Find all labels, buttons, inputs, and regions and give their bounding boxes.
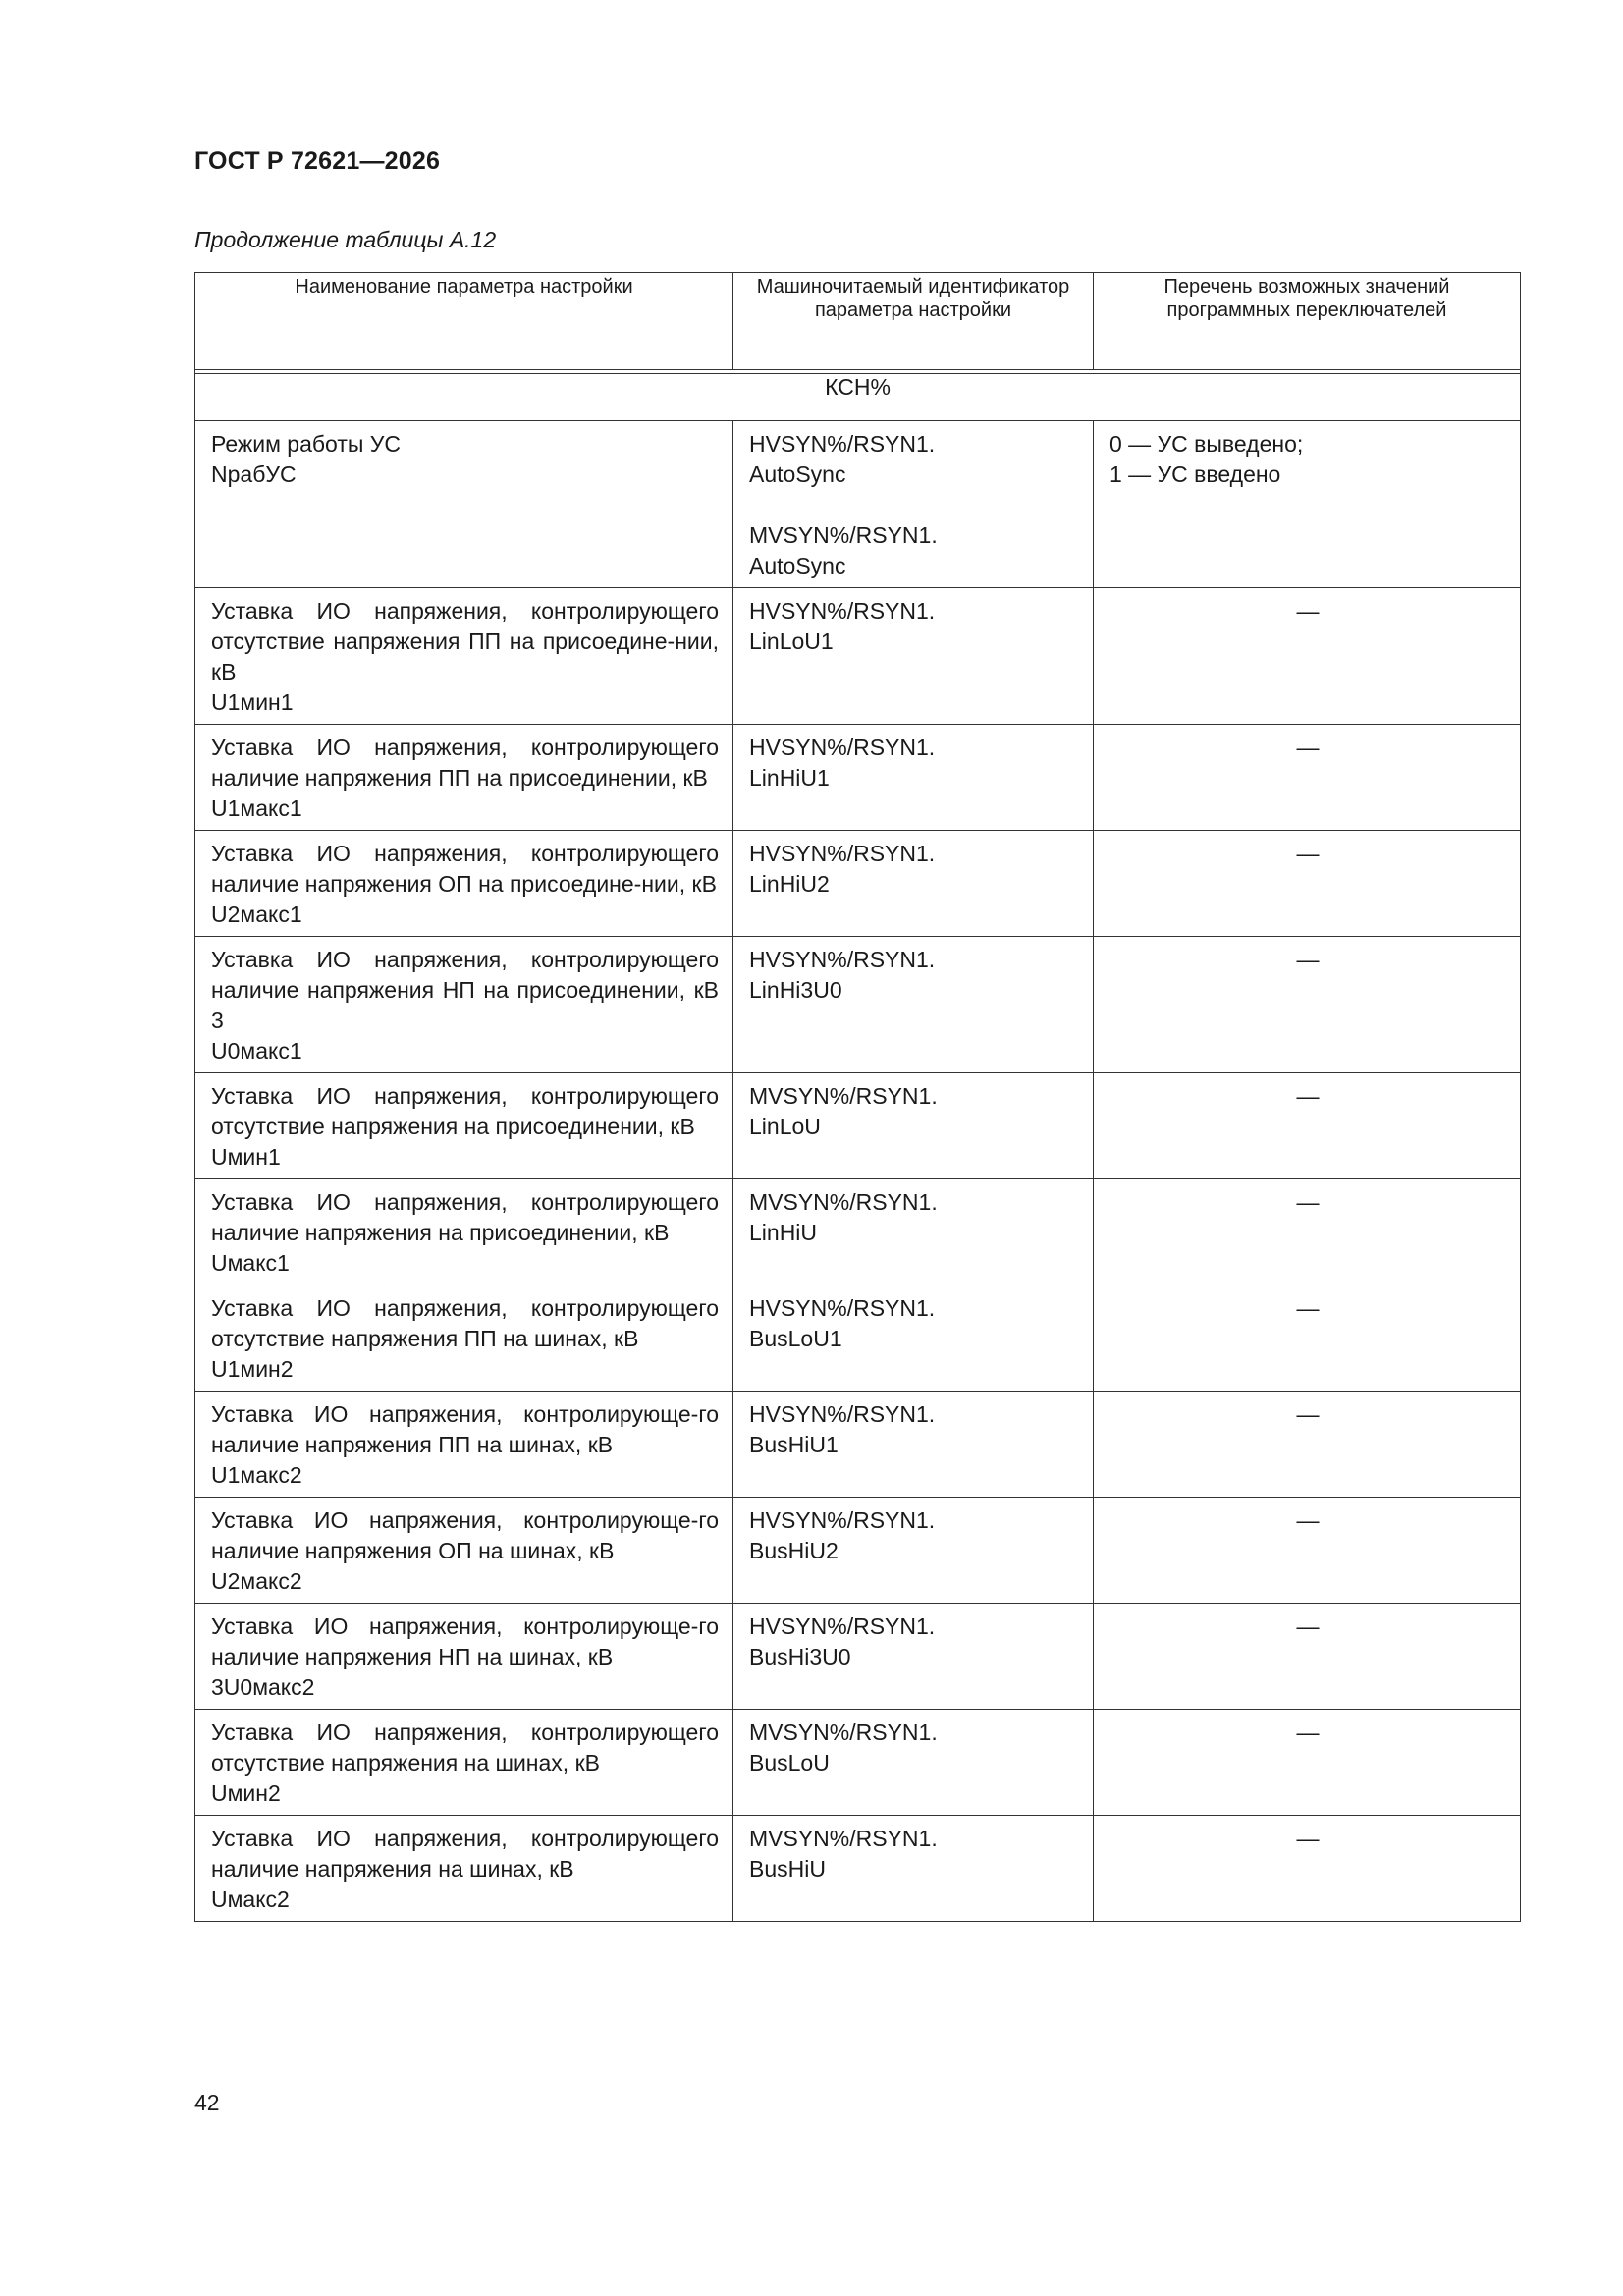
identifier-line: HVSYN%/RSYN1. bbox=[749, 1401, 936, 1427]
identifier-cell bbox=[733, 1392, 1094, 1498]
parameter-symbol: Uмакс1 bbox=[211, 1250, 290, 1276]
parameter-description: Режим работы УС bbox=[211, 431, 402, 457]
table-row bbox=[195, 1498, 1521, 1604]
parameter-symbol: 3U0макс2 bbox=[211, 1674, 315, 1700]
parameter-description: Уставка ИО напряжения, контролирующего отсутствие напряжения на шинах, кВ bbox=[211, 1720, 719, 1776]
parameter-symbol: U0макс1 bbox=[211, 1038, 302, 1064]
parameter-name-cell bbox=[195, 831, 733, 937]
identifier-line: AutoSync bbox=[749, 553, 846, 578]
table-row bbox=[195, 1710, 1521, 1816]
identifier-line: HVSYN%/RSYN1. bbox=[749, 1507, 936, 1533]
values-cell bbox=[1094, 421, 1521, 588]
identifier-cell bbox=[733, 1604, 1094, 1710]
identifier-line: LinHiU2 bbox=[749, 871, 830, 897]
value-line: — bbox=[1296, 1507, 1320, 1533]
parameter-name-cell bbox=[195, 1285, 733, 1392]
identifier-line: LinHiU1 bbox=[749, 765, 830, 791]
parameter-description: Уставка ИО напряжения, контролирующего наличие напряжения ПП на присоединении, кВ bbox=[211, 735, 719, 791]
value-line: — bbox=[1296, 1189, 1320, 1215]
identifier-line: MVSYN%/RSYN1. bbox=[749, 1720, 938, 1745]
identifier-line: HVSYN%/RSYN1. bbox=[749, 841, 936, 866]
table-row bbox=[195, 588, 1521, 725]
identifier-line: MVSYN%/RSYN1. bbox=[749, 1189, 938, 1215]
identifier-line: MVSYN%/RSYN1. bbox=[749, 522, 938, 548]
value-line: — bbox=[1296, 841, 1320, 866]
identifier-line: HVSYN%/RSYN1. bbox=[749, 735, 936, 760]
identifier-cell bbox=[733, 1285, 1094, 1392]
parameter-symbol: U2макс1 bbox=[211, 902, 302, 927]
parameter-symbol: U2макс2 bbox=[211, 1568, 302, 1594]
identifier-cell bbox=[733, 1710, 1094, 1816]
value-line: — bbox=[1296, 598, 1320, 624]
parameter-description: Уставка ИО напряжения, контролирующе-го наличие напряжения ПП на шинах, кВ bbox=[211, 1401, 719, 1457]
identifier-line: BusHiU bbox=[749, 1856, 826, 1882]
identifier-cell bbox=[733, 1073, 1094, 1179]
identifier-line: BusHiU2 bbox=[749, 1538, 839, 1563]
parameter-description: Уставка ИО напряжения, контролирующе-го наличие напряжения НП на шинах, кВ bbox=[211, 1613, 719, 1669]
values-cell bbox=[1094, 1604, 1521, 1710]
parameters-table bbox=[194, 272, 1521, 1922]
parameter-name-cell bbox=[195, 725, 733, 831]
value-line: — bbox=[1296, 1613, 1320, 1639]
parameter-name-cell bbox=[195, 1604, 733, 1710]
identifier-line: HVSYN%/RSYN1. bbox=[749, 431, 936, 457]
parameter-symbol: Uмин1 bbox=[211, 1144, 281, 1170]
parameter-description: Уставка ИО напряжения, контролирующего отсутствие напряжения ПП на шинах, кВ bbox=[211, 1295, 719, 1351]
parameter-name-cell bbox=[195, 1392, 733, 1498]
identifier-line: LinHiU bbox=[749, 1220, 818, 1245]
value-line: — bbox=[1296, 1295, 1320, 1321]
identifier-line: HVSYN%/RSYN1. bbox=[749, 1295, 936, 1321]
parameter-symbol: Uмин2 bbox=[211, 1780, 281, 1806]
value-line: — bbox=[1296, 1826, 1320, 1851]
values-cell bbox=[1094, 1285, 1521, 1392]
identifier-cell bbox=[733, 725, 1094, 831]
parameter-name-cell bbox=[195, 1179, 733, 1285]
identifier-spacer bbox=[749, 490, 1079, 520]
identifier-cell bbox=[733, 588, 1094, 725]
table-row bbox=[195, 937, 1521, 1073]
values-cell bbox=[1094, 1392, 1521, 1498]
identifier-line: BusHi3U0 bbox=[749, 1644, 851, 1669]
section-title: КСН% bbox=[195, 374, 1521, 421]
parameter-description: Уставка ИО напряжения, контролирующего отсутствие напряжения ПП на присоедине-нии, кВ bbox=[211, 598, 719, 684]
table-row bbox=[195, 1073, 1521, 1179]
parameter-name-cell bbox=[195, 1710, 733, 1816]
values-cell bbox=[1094, 725, 1521, 831]
column-header-identifier: Машиночитаемый идентификатор параметра настройки bbox=[733, 273, 1094, 370]
page-number: 42 bbox=[194, 2090, 220, 2115]
parameter-symbol: U1макс2 bbox=[211, 1462, 302, 1488]
table-caption: Продолжение таблицы А.12 bbox=[194, 227, 497, 252]
identifier-line: HVSYN%/RSYN1. bbox=[749, 1613, 936, 1639]
parameter-description: Уставка ИО напряжения, контролирующего наличие напряжения ОП на присоедине-нии, кВ bbox=[211, 841, 719, 897]
values-cell bbox=[1094, 1179, 1521, 1285]
table-row bbox=[195, 1179, 1521, 1285]
identifier-line: BusLoU bbox=[749, 1750, 830, 1776]
column-header-values: Перечень возможных значений программных переключателей bbox=[1094, 273, 1521, 370]
table-row bbox=[195, 1604, 1521, 1710]
table-row bbox=[195, 831, 1521, 937]
value-line: 0 — УС выведено; bbox=[1109, 431, 1304, 457]
identifier-line: LinLoU bbox=[749, 1114, 821, 1139]
identifier-line: LinHi3U0 bbox=[749, 977, 842, 1003]
values-cell bbox=[1094, 588, 1521, 725]
parameter-symbol: NрабУС bbox=[211, 462, 297, 487]
identifier-cell bbox=[733, 1179, 1094, 1285]
column-header-name: Наименование параметра настройки bbox=[195, 273, 733, 370]
identifier-cell bbox=[733, 1498, 1094, 1604]
identifier-line: LinLoU1 bbox=[749, 629, 834, 654]
parameter-description: Уставка ИО напряжения, контролирующе-го наличие напряжения ОП на шинах, кВ bbox=[211, 1507, 719, 1563]
identifier-cell bbox=[733, 937, 1094, 1073]
section-row bbox=[195, 374, 1521, 421]
parameter-symbol: U1мин2 bbox=[211, 1356, 294, 1382]
identifier-cell bbox=[733, 1816, 1094, 1922]
value-line: 1 — УС введено bbox=[1109, 462, 1281, 487]
table-row bbox=[195, 421, 1521, 588]
parameter-name-cell bbox=[195, 588, 733, 725]
values-cell bbox=[1094, 937, 1521, 1073]
value-line: — bbox=[1296, 1401, 1320, 1427]
parameter-description: Уставка ИО напряжения, контролирующего наличие напряжения НП на присоединении, кВ 3 bbox=[211, 947, 719, 1033]
value-line: — bbox=[1296, 947, 1320, 972]
document-title: ГОСТ Р 72621—2026 bbox=[194, 147, 441, 175]
parameter-name-cell bbox=[195, 1498, 733, 1604]
values-cell bbox=[1094, 1710, 1521, 1816]
values-cell bbox=[1094, 831, 1521, 937]
identifier-line: MVSYN%/RSYN1. bbox=[749, 1083, 938, 1109]
identifier-line: HVSYN%/RSYN1. bbox=[749, 947, 936, 972]
parameter-description: Уставка ИО напряжения, контролирующего наличие напряжения на шинах, кВ bbox=[211, 1826, 719, 1882]
table-header-row bbox=[195, 273, 1521, 370]
values-cell bbox=[1094, 1498, 1521, 1604]
identifier-line: MVSYN%/RSYN1. bbox=[749, 1826, 938, 1851]
table-row bbox=[195, 1392, 1521, 1498]
value-line: — bbox=[1296, 735, 1320, 760]
identifier-line: BusHiU1 bbox=[749, 1432, 839, 1457]
values-cell bbox=[1094, 1816, 1521, 1922]
identifier-line: HVSYN%/RSYN1. bbox=[749, 598, 936, 624]
parameter-description: Уставка ИО напряжения, контролирующего наличие напряжения на присоединении, кВ bbox=[211, 1189, 719, 1245]
parameter-symbol: U1макс1 bbox=[211, 795, 302, 821]
value-line: — bbox=[1296, 1720, 1320, 1745]
values-cell bbox=[1094, 1073, 1521, 1179]
table-row bbox=[195, 1285, 1521, 1392]
parameter-name-cell bbox=[195, 1816, 733, 1922]
parameter-name-cell bbox=[195, 1073, 733, 1179]
identifier-cell bbox=[733, 831, 1094, 937]
parameter-symbol: U1мин1 bbox=[211, 689, 294, 715]
table-row bbox=[195, 1816, 1521, 1922]
parameter-description: Уставка ИО напряжения, контролирующего отсутствие напряжения на присоединении, кВ bbox=[211, 1083, 719, 1139]
table-row bbox=[195, 725, 1521, 831]
parameter-symbol: Uмакс2 bbox=[211, 1886, 290, 1912]
parameter-name-cell bbox=[195, 421, 733, 588]
value-line: — bbox=[1296, 1083, 1320, 1109]
identifier-cell bbox=[733, 421, 1094, 588]
identifier-line: BusLoU1 bbox=[749, 1326, 842, 1351]
identifier-line: AutoSync bbox=[749, 462, 846, 487]
parameter-name-cell bbox=[195, 937, 733, 1073]
